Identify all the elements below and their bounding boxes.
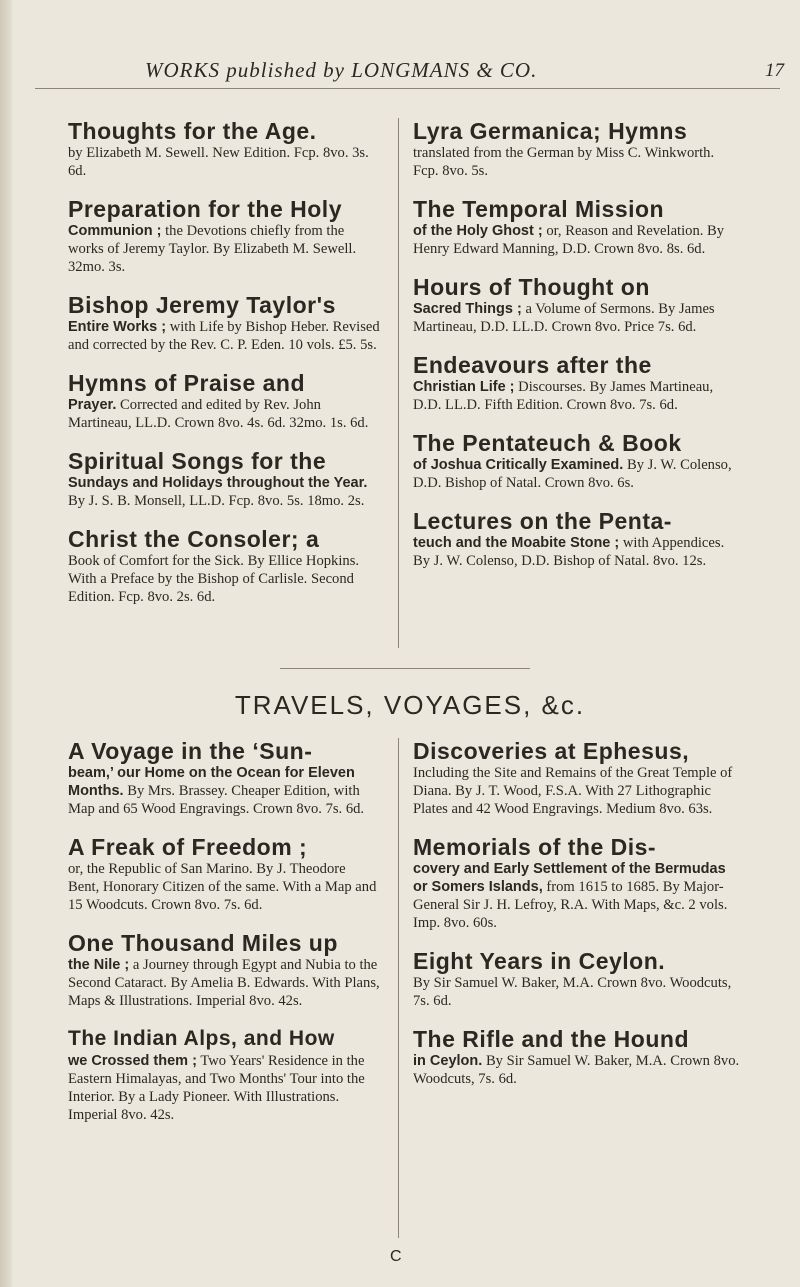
catalog-entry — [413, 430, 743, 492]
bottom-left-column — [68, 738, 380, 1140]
entry-title: The Indian Alps, and How — [68, 1027, 335, 1050]
entry-lead: teuch and the Moabite Stone ; — [413, 535, 620, 551]
entry-title: A Voyage in the ‘Sun- — [68, 738, 313, 764]
entry-lead: of the Holy Ghost ; — [413, 223, 543, 239]
entry-lead: of Joshua Critically Examined. — [413, 457, 624, 473]
catalog-entry — [413, 196, 743, 258]
entry-body: by Elizabeth M. Sewell. New Edition. Fcp. 8vo. 3s. 6d. — [68, 145, 369, 179]
entry-lead: Prayer. — [68, 397, 117, 413]
entry-body: By Mrs. Brassey. Cheaper Edition, with Map and 65 Wood Engravings. Crown 8vo. 7s. 6d. — [68, 783, 365, 817]
page-number: 17 — [765, 60, 784, 81]
entry-title: The Temporal Mission — [413, 196, 665, 222]
entry-body: Book of Comfort for the Sick. By Ellice Hopkins. With a Preface by the Bishop of Carlisle. Second Edition. Fcp. 8vo. 2s. 6d. — [68, 553, 360, 605]
entry-lead: the Nile ; — [68, 957, 130, 973]
catalog-entry — [68, 738, 380, 818]
entry-body: or, Reason and Revelation. By Henry Edward Manning, D.D. Crown 8vo. 8s. 6d. — [413, 223, 725, 257]
top-right-column — [413, 118, 743, 586]
entry-title: Hours of Thought on — [413, 274, 650, 300]
entry-body: By Sir Samuel W. Baker, M.A. Crown 8vo. Woodcuts, 7s. 6d. — [413, 1053, 740, 1087]
entry-title: Thoughts for the Age. — [68, 118, 317, 144]
entry-title: Hymns of Praise and — [68, 370, 306, 396]
entry-lead: Communion ; — [68, 223, 162, 239]
entry-body: with Appendices. By J. W. Colenso, D.D. Bishop of Natal. 8vo. 12s. — [413, 535, 725, 569]
catalog-entry — [413, 948, 743, 1010]
catalog-entry — [413, 738, 743, 818]
entry-body: Including the Site and Remains of the Great Temple of Diana. By J. T. Wood, F.S.A. With 27 Lithographic Plates and 42 Wood Engravings. Medium 8vo. 63s. — [413, 765, 733, 817]
entry-title: The Rifle and the Hound — [413, 1026, 689, 1052]
entry-title: Memorials of the Dis- — [413, 834, 657, 860]
entry-title: Christ the Consoler; a — [68, 526, 320, 552]
entry-body: a Volume of Sermons. By James Martineau, D.D. LL.D. Crown 8vo. Price 7s. 6d. — [413, 301, 715, 335]
catalog-entry — [68, 292, 380, 354]
catalog-entry — [413, 508, 743, 570]
entry-title: Lyra Germanica; Hymns — [413, 118, 688, 144]
catalog-entry — [413, 118, 743, 180]
column-divider — [398, 738, 399, 1238]
entry-title: Bishop Jeremy Taylor's — [68, 292, 336, 318]
entry-title: A Freak of Freedom ; — [68, 834, 308, 860]
bottom-right-column — [413, 738, 743, 1104]
entry-body: Two Years' Residence in the Eastern Himalayas, and Two Months' Tour into the Interior. By a Lady Pioneer. With Illustrations. Imperial 8vo. 42s. — [68, 1053, 365, 1123]
catalog-entry — [68, 448, 380, 510]
entry-lead: in Ceylon. — [413, 1053, 483, 1069]
catalog-entry — [413, 834, 743, 932]
entry-title: Eight Years in Ceylon. — [413, 948, 666, 974]
entry-title: Spiritual Songs for the — [68, 448, 327, 474]
entry-body: from 1615 to 1685. By Major-General Sir J. H. Lefroy, R.A. With Maps, &c. 2 vols. Imp. 8vo. 60s. — [413, 879, 728, 931]
entry-body: translated from the German by Miss C. Winkworth. Fcp. 8vo. 5s. — [413, 145, 715, 179]
entry-lead: Entire Works ; — [68, 319, 167, 335]
catalog-entry — [68, 118, 380, 180]
entry-body: By J. W. Colenso, D.D. Bishop of Natal. Crown 8vo. 6s. — [413, 457, 732, 491]
entry-title: Preparation for the Holy — [68, 196, 342, 222]
entry-body: Corrected and edited by Rev. John Martineau, LL.D. Crown 8vo. 4s. 6d. 32mo. 1s. 6d. — [68, 397, 369, 431]
column-divider — [398, 118, 399, 648]
catalog-entry — [413, 352, 743, 414]
section-heading: TRAVELS, VOYAGES, &c. — [234, 690, 586, 720]
page-edge — [0, 0, 12, 1287]
entry-title: Discoveries at Ephesus, — [413, 738, 690, 764]
catalog-entry — [68, 196, 380, 276]
catalog-entry — [68, 1026, 380, 1124]
catalog-entry — [413, 1026, 743, 1088]
entry-lead: Sacred Things ; — [413, 301, 522, 317]
entry-title: Lectures on the Penta- — [413, 508, 672, 534]
entry-body: or, the Republic of San Marino. By J. Theodore Bent, Honorary Citizen of the same. With a Map and 15 Woodcuts. Crown 8vo. 7s. 6d. — [68, 861, 377, 913]
catalog-entry — [68, 370, 380, 432]
entry-lead: beam,’ our Home on the Ocean for Eleven Months. — [68, 765, 355, 799]
running-head: WORKS published by LONGMANS & CO. — [145, 58, 538, 82]
catalog-entry — [68, 930, 380, 1010]
entry-title: Endeavours after the — [413, 352, 652, 378]
entry-body: Discourses. By James Martineau, D.D. LL.D. Fifth Edition. Crown 8vo. 7s. 6d. — [413, 379, 714, 413]
section-rule — [280, 668, 530, 669]
catalog-entry — [413, 274, 743, 336]
entry-lead: Christian Life ; — [413, 379, 515, 395]
signature-mark: C — [390, 1248, 402, 1265]
entry-body: By J. S. B. Monsell, LL.D. Fcp. 8vo. 5s. 18mo. 2s. — [68, 493, 365, 509]
entry-title: One Thousand Miles up — [68, 930, 338, 956]
header-rule — [35, 88, 780, 89]
entry-body: a Journey through Egypt and Nubia to the Second Cataract. By Amelia B. Edwards. With Plans, Maps & Illustrations. Imperial 8vo. 42s. — [68, 957, 380, 1009]
top-left-column — [68, 118, 380, 622]
catalog-entry — [68, 526, 380, 606]
entry-lead: Sundays and Holidays throughout the Year. — [68, 475, 368, 491]
entry-lead: covery and Early Settlement of the Bermudas or Somers Islands, — [413, 861, 726, 895]
entry-body: the Devotions chiefly from the works of Jeremy Taylor. By Elizabeth M. Sewell. 32mo. 3s. — [68, 223, 357, 275]
entry-title: The Pentateuch & Book — [413, 430, 682, 456]
catalog-entry — [68, 834, 380, 914]
entry-lead: we Crossed them ; — [68, 1053, 197, 1069]
entry-body: with Life by Bishop Heber. Revised and corrected by the Rev. C. P. Eden. 10 vols. £5. 5s. — [68, 319, 380, 353]
entry-body: By Sir Samuel W. Baker, M.A. Crown 8vo. Woodcuts, 7s. 6d. — [413, 975, 732, 1009]
